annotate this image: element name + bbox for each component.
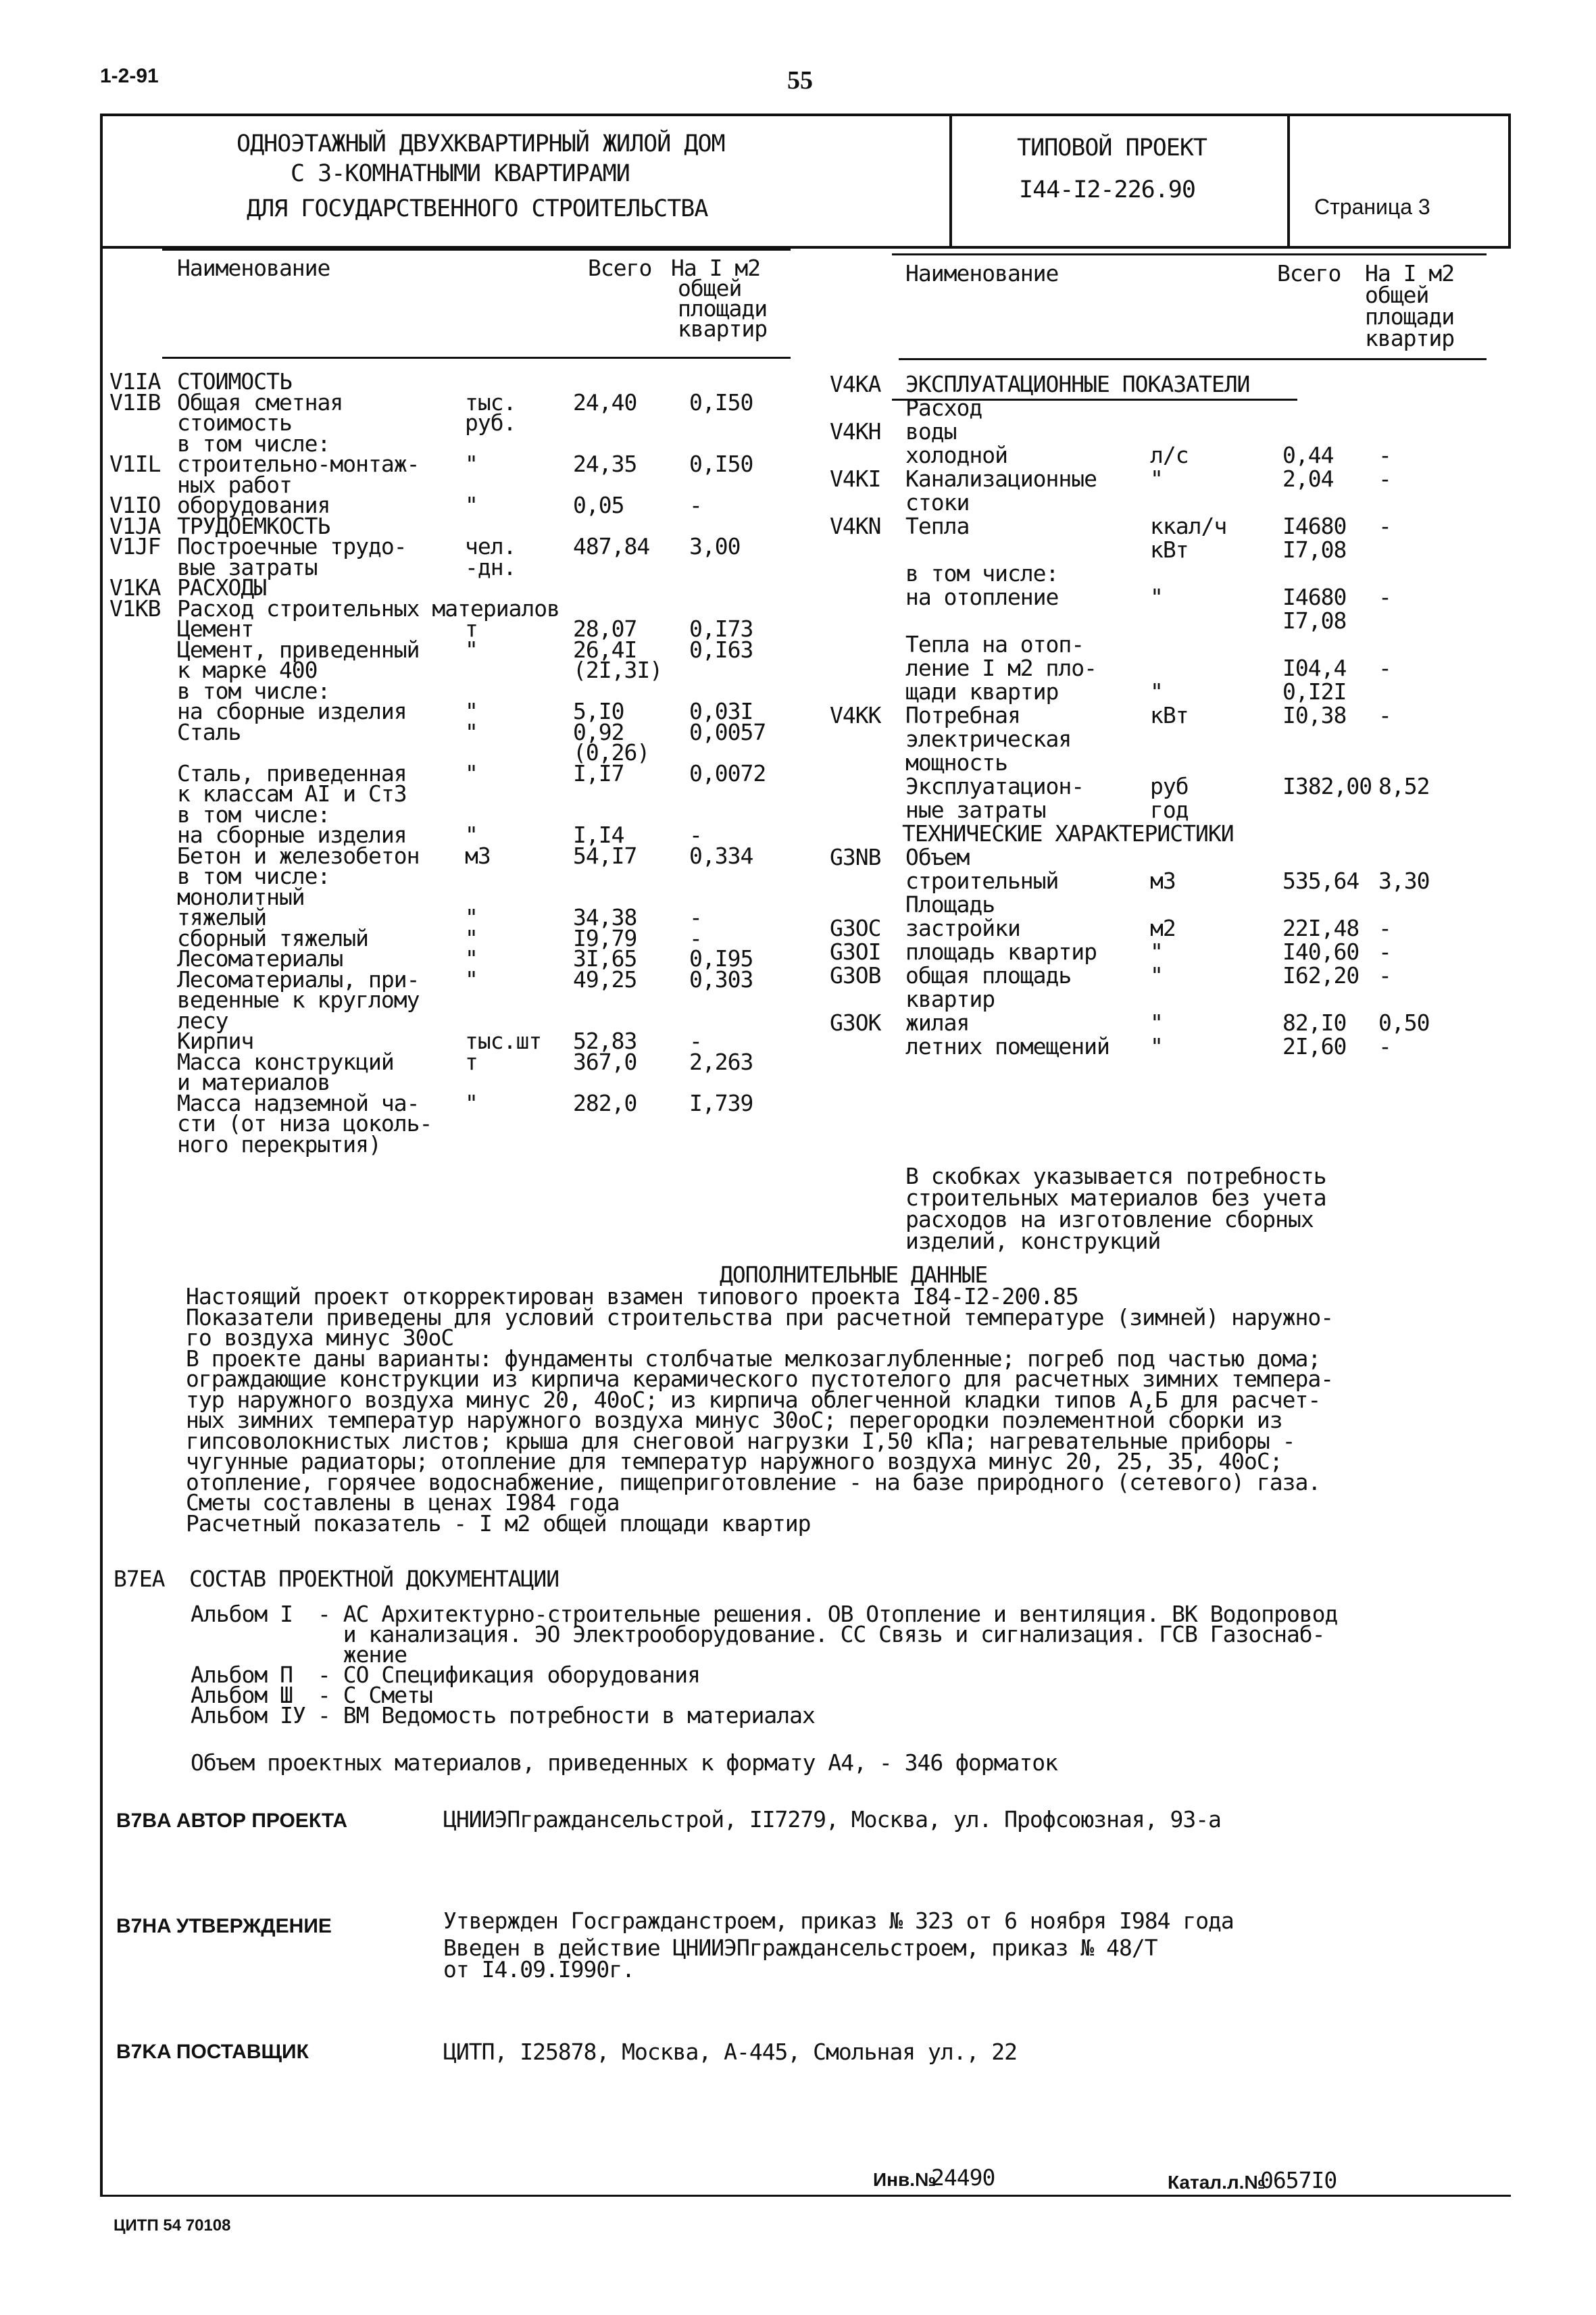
- row-total: 24,35: [573, 451, 637, 477]
- row-total: 34,38: [573, 904, 637, 930]
- row-name: на сборные изделия: [177, 698, 407, 724]
- note-line: строительных материалов без учета: [905, 1185, 1326, 1211]
- row-unit: т: [465, 616, 478, 642]
- row-total: 282,0: [573, 1090, 637, 1116]
- row-name: Лесоматериалы, при-: [177, 966, 420, 993]
- row-per-m2: 8,52: [1378, 773, 1430, 799]
- row-name: общая площадь: [905, 962, 1072, 989]
- row-name: на отопление: [905, 584, 1059, 610]
- row-per-m2: -: [1378, 1033, 1391, 1060]
- row-name: лесу: [177, 1007, 228, 1034]
- row-unit: ": [465, 719, 478, 745]
- row-per-m2: -: [689, 822, 702, 848]
- row-total: I9,79: [573, 925, 637, 951]
- page-number: 55: [787, 66, 813, 95]
- album-text: - ВМ Ведомость потребности в материалах: [318, 1702, 815, 1728]
- row-per-m2: 0,I73: [689, 616, 753, 642]
- row-name: сборный тяжелый: [177, 925, 369, 951]
- row-name: Тепла на отоп-: [905, 631, 1084, 657]
- row-name: на сборные изделия: [177, 822, 407, 848]
- row-unit: ": [465, 760, 478, 787]
- row-unit: ": [465, 451, 478, 477]
- row-per-m2: 3,00: [689, 533, 741, 559]
- row-name: Канализационные: [905, 466, 1097, 492]
- row-unit: ": [1150, 939, 1163, 965]
- row-per-m2: -: [1378, 702, 1391, 728]
- row-total: 82,I0: [1282, 1010, 1347, 1036]
- row-total: I4680: [1282, 513, 1347, 539]
- row-unit: год: [1150, 797, 1189, 823]
- row-name: в том числе:: [177, 430, 330, 457]
- row-code: V1JF: [109, 533, 161, 559]
- row-per-m2: -: [1378, 655, 1391, 681]
- row-total: I4680: [1282, 584, 1347, 610]
- row-name: электрическая: [905, 726, 1072, 752]
- additional-title: ДОПОЛНИТЕЛЬНЫЕ ДАННЫЕ: [720, 1262, 988, 1288]
- row-unit: руб: [1150, 773, 1189, 799]
- row-per-m2: -: [1378, 962, 1391, 989]
- row-name: к классам AI и Ст3: [177, 780, 407, 807]
- row-name: в том числе:: [177, 863, 330, 889]
- row-code: V1IO: [109, 492, 161, 518]
- printer-mark: ЦИТП 54 70108: [114, 2216, 231, 2235]
- row-per-m2: 0,03I: [689, 698, 753, 724]
- row-per-m2: 2,263: [689, 1049, 753, 1075]
- row-code: V4KA: [830, 371, 881, 397]
- album-name: Альбом П: [191, 1662, 293, 1688]
- row-name: РАСХОДЫ: [177, 574, 267, 601]
- row-unit: ": [465, 637, 478, 663]
- row-code: V4KK: [830, 702, 881, 728]
- row-code: G3OK: [830, 1010, 881, 1036]
- row-name: Масса конструкций: [177, 1049, 394, 1075]
- left-col-name: Наименование: [177, 255, 330, 281]
- row-total: 0,92: [573, 719, 624, 745]
- left-header-top-rule: [162, 249, 791, 251]
- inv-value: 24490: [931, 2164, 995, 2191]
- additional-line: тур наружного воздуха минус 20, 40оС; из кирпича облегченной кладки типов А,Б для расчет-: [186, 1387, 1321, 1413]
- row-total: 22I,48: [1282, 915, 1360, 941]
- additional-line: го воздуха минус 30оС: [186, 1324, 454, 1351]
- row-total: I40,60: [1282, 939, 1360, 965]
- album-name: Альбом I: [191, 1601, 293, 1627]
- right-col-per-2: общей: [1365, 282, 1429, 308]
- row-per-m2: -: [1378, 584, 1391, 610]
- title-line-1: ОДНОЭТАЖНЫЙ ДВУХКВАРТИРНЫЙ ЖИЛОЙ ДОМ: [236, 130, 725, 157]
- row-unit: кВт: [1150, 702, 1189, 728]
- row-name: монолитный: [177, 884, 305, 910]
- row-code: V4KN: [830, 513, 881, 539]
- approval-line-2: Введен в действие ЦНИИЭПграждансельстроем, приказ № 48/Т: [443, 1935, 1157, 1961]
- row-total: 0,44: [1282, 442, 1334, 468]
- row-unit: чел.: [465, 533, 516, 559]
- row-name: воды: [905, 418, 957, 445]
- row-code: G3NB: [830, 844, 881, 870]
- row-name: к марке 400: [177, 657, 318, 683]
- additional-line: Расчетный показатель - I м2 общей площади квартир: [186, 1510, 811, 1537]
- row-total: 24,40: [573, 389, 637, 416]
- left-col-per-4: квартир: [678, 316, 768, 342]
- additional-line: ограждающие конструкции из кирпича керамического пустотелого для расчетных зимних темпера-: [186, 1366, 1334, 1392]
- title-divider-2: [1287, 114, 1290, 249]
- row-unit: ккал/ч: [1150, 513, 1227, 539]
- row-name: Сталь, приведенная: [177, 760, 407, 787]
- row-name: Построечные трудо-: [177, 533, 407, 559]
- row-code: G3OC: [830, 915, 881, 941]
- row-total: 2,04: [1282, 466, 1334, 492]
- row-name: СТОИМОСТЬ: [177, 368, 292, 395]
- project-number: I44-I2-226.90: [1019, 176, 1195, 203]
- row-total: I7,08: [1282, 607, 1347, 634]
- row-per-m2: -: [1378, 915, 1391, 941]
- row-unit: м3: [465, 843, 491, 869]
- row-code: V1KA: [109, 574, 161, 601]
- row-name: строительный: [905, 868, 1059, 894]
- row-name: Расход: [905, 395, 982, 421]
- row-name: жилая: [905, 1010, 970, 1036]
- right-col-total: Всего: [1277, 260, 1341, 287]
- left-col-total: Всего: [588, 255, 652, 281]
- album-text: - СО Спецификация оборудования: [318, 1662, 701, 1688]
- row-unit: ": [1150, 584, 1163, 610]
- row-name: Тепла: [905, 513, 970, 539]
- row-per-m2: -: [689, 925, 702, 951]
- row-code: V4KI: [830, 466, 881, 492]
- row-per-m2: -: [689, 492, 702, 518]
- catalog-value: 0657I0: [1260, 2167, 1337, 2193]
- supplier-text: ЦИТП, I25878, Москва, А-445, Смольная ул., 22: [443, 2039, 1018, 2065]
- row-name: ные затраты: [905, 797, 1046, 823]
- row-code: V1JA: [109, 513, 161, 539]
- row-name: Эксплуатацион-: [905, 773, 1084, 799]
- row-per-m2: 0,I50: [689, 389, 753, 416]
- row-code: G3OI: [830, 939, 881, 965]
- row-total: I382,00: [1282, 773, 1372, 799]
- row-name: и материалов: [177, 1069, 330, 1095]
- row-unit: ": [465, 945, 478, 972]
- row-name: Кирпич: [177, 1028, 254, 1054]
- row-name: летних помещений: [905, 1033, 1109, 1060]
- row-unit: т: [465, 1049, 478, 1075]
- row-name: Лесоматериалы: [177, 945, 343, 972]
- right-col-per-4: квартир: [1365, 325, 1455, 351]
- row-total: 487,84: [573, 533, 650, 559]
- row-name: ТРУДОЕМКОСТЬ: [177, 513, 330, 539]
- row-unit: ": [465, 492, 478, 518]
- left-col-per-1: На I м2: [671, 255, 761, 281]
- page-label: Страница 3: [1314, 195, 1430, 219]
- row-per-m2: 0,50: [1378, 1010, 1430, 1036]
- right-col-per-3: площади: [1365, 303, 1455, 330]
- row-unit: тыс.: [465, 389, 516, 416]
- row-name: ных работ: [177, 472, 292, 498]
- supplier-label: B7KA ПОСТАВЩИК: [116, 2041, 309, 2063]
- album-name: Альбом IУ: [191, 1702, 305, 1728]
- row-total: 2I,60: [1282, 1033, 1347, 1060]
- row-unit: тыс.шт: [465, 1028, 542, 1054]
- row-unit: ": [465, 925, 478, 951]
- row-name: в том числе:: [905, 560, 1059, 587]
- additional-line: Показатели приведены для условий строительства при расчетной температуре (зимней) наружно-: [186, 1304, 1334, 1330]
- row-name: строительно-монтаж-: [177, 451, 420, 477]
- title-line-3: ДЛЯ ГОСУДАРСТВЕННОГО СТРОИТЕЛЬСТВА: [247, 195, 708, 222]
- additional-line: Сметы составлены в ценах I984 года: [186, 1489, 620, 1516]
- frame-right: [1508, 114, 1511, 249]
- row-per-m2: -: [1378, 466, 1391, 492]
- row-name: Площадь: [905, 891, 995, 918]
- right-col-name: Наименование: [905, 260, 1059, 287]
- row-unit: ": [465, 966, 478, 993]
- composition-code: B7EA: [114, 1566, 165, 1592]
- row-name: Сталь: [177, 719, 241, 745]
- row-name: в том числе:: [177, 678, 330, 704]
- row-per-m2: -: [1378, 939, 1391, 965]
- row-name: Цемент: [177, 616, 254, 642]
- row-code: V1KB: [109, 595, 161, 622]
- row-unit: ": [1150, 1010, 1163, 1036]
- row-unit: руб.: [465, 409, 516, 436]
- row-name: холодной: [905, 442, 1007, 468]
- album-text: - С Сметы: [318, 1682, 432, 1708]
- row-per-m2: -: [1378, 513, 1391, 539]
- row-per-m2: 0,0072: [689, 760, 766, 787]
- row-name: оборудования: [177, 492, 330, 518]
- row-total: I7,08: [1282, 537, 1347, 563]
- row-total: I,I7: [573, 760, 624, 787]
- row-unit: л/с: [1150, 442, 1189, 468]
- additional-line: Настоящий проект откорректирован взамен типового проекта I84-I2-200.85: [186, 1283, 1078, 1310]
- row-total: 0,05: [573, 492, 624, 518]
- left-col-per-3: площади: [678, 295, 768, 322]
- row-unit: м3: [1150, 868, 1176, 894]
- additional-line: отопление, горячее водоснабжение, пищеприготовление - на базе природного (сетевого) газа.: [186, 1469, 1321, 1495]
- right-header-top-rule: [892, 253, 1487, 255]
- row-name: Масса надземной ча-: [177, 1090, 420, 1116]
- additional-line: чугунные радиаторы; отопление для температур наружного воздуха минус 20, 25, 35, 40оС;: [186, 1448, 1282, 1474]
- row-total: 52,83: [573, 1028, 637, 1054]
- row-name: Цемент, приведенный: [177, 637, 420, 663]
- row-per-m2: 0,I63: [689, 637, 753, 663]
- row-per-m2: I,739: [689, 1090, 753, 1116]
- album-text: и канализация. ЭО Электрооборудование. СС Связь и сигнализация. ГСВ Газоснаб-: [318, 1621, 1325, 1647]
- additional-line: гипсоволокнистых листов; крыша для снеговой нагрузки I,50 кПа; нагревательные приборы -: [186, 1428, 1295, 1454]
- row-unit: ": [1150, 678, 1163, 705]
- row-per-m2: 3,30: [1378, 868, 1430, 894]
- row-total: 5,I0: [573, 698, 624, 724]
- author-label: B7BA АВТОР ПРОЕКТА: [116, 1810, 348, 1832]
- row-name: Потребная: [905, 702, 1020, 728]
- row-name: стоки: [905, 489, 970, 516]
- row-name: щади квартир: [905, 678, 1059, 705]
- footer-rule: [100, 2195, 1511, 2197]
- row-unit: ": [465, 698, 478, 724]
- right-col-per-1: На I м2: [1365, 260, 1455, 287]
- frame-left: [100, 114, 103, 2195]
- row-per-m2: 0,0057: [689, 719, 766, 745]
- row-per-m2: 0,334: [689, 843, 753, 869]
- row-total: 0,I2I: [1282, 678, 1347, 705]
- frame-top: [100, 114, 1511, 116]
- row-unit: ": [465, 822, 478, 848]
- row-per-m2: -: [689, 1028, 702, 1054]
- additional-line: В проекте даны варианты: фундаменты столбчатые мелкозаглубленные; погреб под частью дома;: [186, 1345, 1321, 1372]
- row-total: 28,07: [573, 616, 637, 642]
- row-total: I0,38: [1282, 702, 1347, 728]
- row-unit: ": [1150, 466, 1163, 492]
- row-name: веденные к круглому: [177, 987, 420, 1013]
- row-unit: ": [1150, 962, 1163, 989]
- row-total: 54,I7: [573, 843, 637, 869]
- row-name: Расход строительных материалов: [177, 595, 560, 622]
- note-line: В скобках указывается потребность: [905, 1163, 1326, 1189]
- row-unit: ": [465, 1090, 478, 1116]
- row-name: Бетон и железобетон: [177, 843, 420, 869]
- row-name: площадь квартир: [905, 939, 1097, 965]
- row-name: Общая сметная: [177, 389, 343, 416]
- approval-label: B7HA УТВЕРЖДЕНИЕ: [116, 1915, 332, 1937]
- title-divider-1: [949, 114, 952, 249]
- row-name: сти (от низа цоколь-: [177, 1110, 432, 1137]
- note-line: изделий, конструкций: [905, 1228, 1161, 1254]
- row-code: V1IL: [109, 451, 161, 477]
- row-total: I,I4: [573, 822, 624, 848]
- album-text: жение: [318, 1641, 407, 1668]
- row-name: Объем: [905, 844, 970, 870]
- row-total: 26,4I: [573, 637, 637, 663]
- row-per-m2: 0,I95: [689, 945, 753, 972]
- row-per-m2: 0,303: [689, 966, 753, 993]
- row-name: застройки: [905, 915, 1020, 941]
- project-label: ТИПОВОЙ ПРОЕКТ: [1017, 134, 1207, 161]
- row-unit: ": [1150, 1033, 1163, 1060]
- row-total: 535,64: [1282, 868, 1360, 894]
- row-name: ТЕХНИЧЕСКИЕ ХАРАКТЕРИСТИКИ: [902, 820, 1234, 847]
- row-code: V4KH: [830, 418, 881, 445]
- row-name: мощность: [905, 749, 1007, 776]
- row-name: стоимость: [177, 409, 292, 436]
- row-total: I04,4: [1282, 655, 1347, 681]
- row-unit: м2: [1150, 915, 1176, 941]
- row-total: (0,26): [573, 739, 650, 766]
- catalog-label: Катал.л.№: [1168, 2172, 1266, 2193]
- row-name: ЭКСПЛУАТАЦИОННЫЕ ПОКАЗАТЕЛИ: [905, 371, 1250, 397]
- row-per-m2: -: [1378, 442, 1391, 468]
- row-total: 367,0: [573, 1049, 637, 1075]
- left-header-bottom-rule: [162, 357, 791, 359]
- right-header-bottom-rule: [899, 358, 1487, 360]
- row-name: тяжелый: [177, 904, 267, 930]
- additional-line: ных зимних температур наружного воздуха минус 30оС; перегородки поэлементной сборки из: [186, 1407, 1282, 1433]
- album-name: Альбом Ш: [191, 1682, 293, 1708]
- row-code: G3OB: [830, 962, 881, 989]
- composition-title: СОСТАВ ПРОЕКТНОЙ ДОКУМЕНТАЦИИ: [189, 1566, 559, 1592]
- album-text: - АС Архитектурно-строительные решения. ОВ Отопление и вентиляция. ВК Водопровод: [318, 1601, 1338, 1627]
- row-code: V1IA: [109, 368, 161, 395]
- row-total: 49,25: [573, 966, 637, 993]
- approval-line-1: Утвержден Госгражданстроем, приказ № 323 от 6 ноября I984 года: [443, 1908, 1234, 1934]
- row-name: ление I м2 пло-: [905, 655, 1097, 681]
- row-unit: ": [465, 904, 478, 930]
- row-name: в том числе:: [177, 801, 330, 828]
- note-line: расходов на изготовление сборных: [905, 1206, 1314, 1233]
- inv-label: Инв.№: [873, 2169, 937, 2190]
- row-unit: кВт: [1150, 537, 1189, 563]
- row-name: вые затраты: [177, 554, 318, 580]
- approval-line-3: от I4.09.I990г.: [443, 1956, 635, 1983]
- row-total: (2I,3I): [573, 657, 663, 683]
- left-col-per-2: общей: [678, 275, 742, 301]
- row-name: квартир: [905, 986, 995, 1012]
- row-total: 3I,65: [573, 945, 637, 972]
- row-code: V1IB: [109, 389, 161, 416]
- row-name: ного перекрытия): [177, 1131, 381, 1158]
- volume-note: Объем проектных материалов, приведенных к формату А4, - 346 форматок: [191, 1749, 1058, 1776]
- page-code: 1-2-91: [100, 65, 159, 87]
- author-text: ЦНИИЭПграждансельстрой, II7279, Москва, ул. Профсоюзная, 93-а: [443, 1806, 1221, 1833]
- title-line-2: С 3-КОМНАТНЫМИ КВАРТИРАМИ: [291, 160, 630, 187]
- row-total: I62,20: [1282, 962, 1360, 989]
- row-per-m2: -: [689, 904, 702, 930]
- row-unit: -дн.: [465, 554, 516, 580]
- row-per-m2: 0,I50: [689, 451, 753, 477]
